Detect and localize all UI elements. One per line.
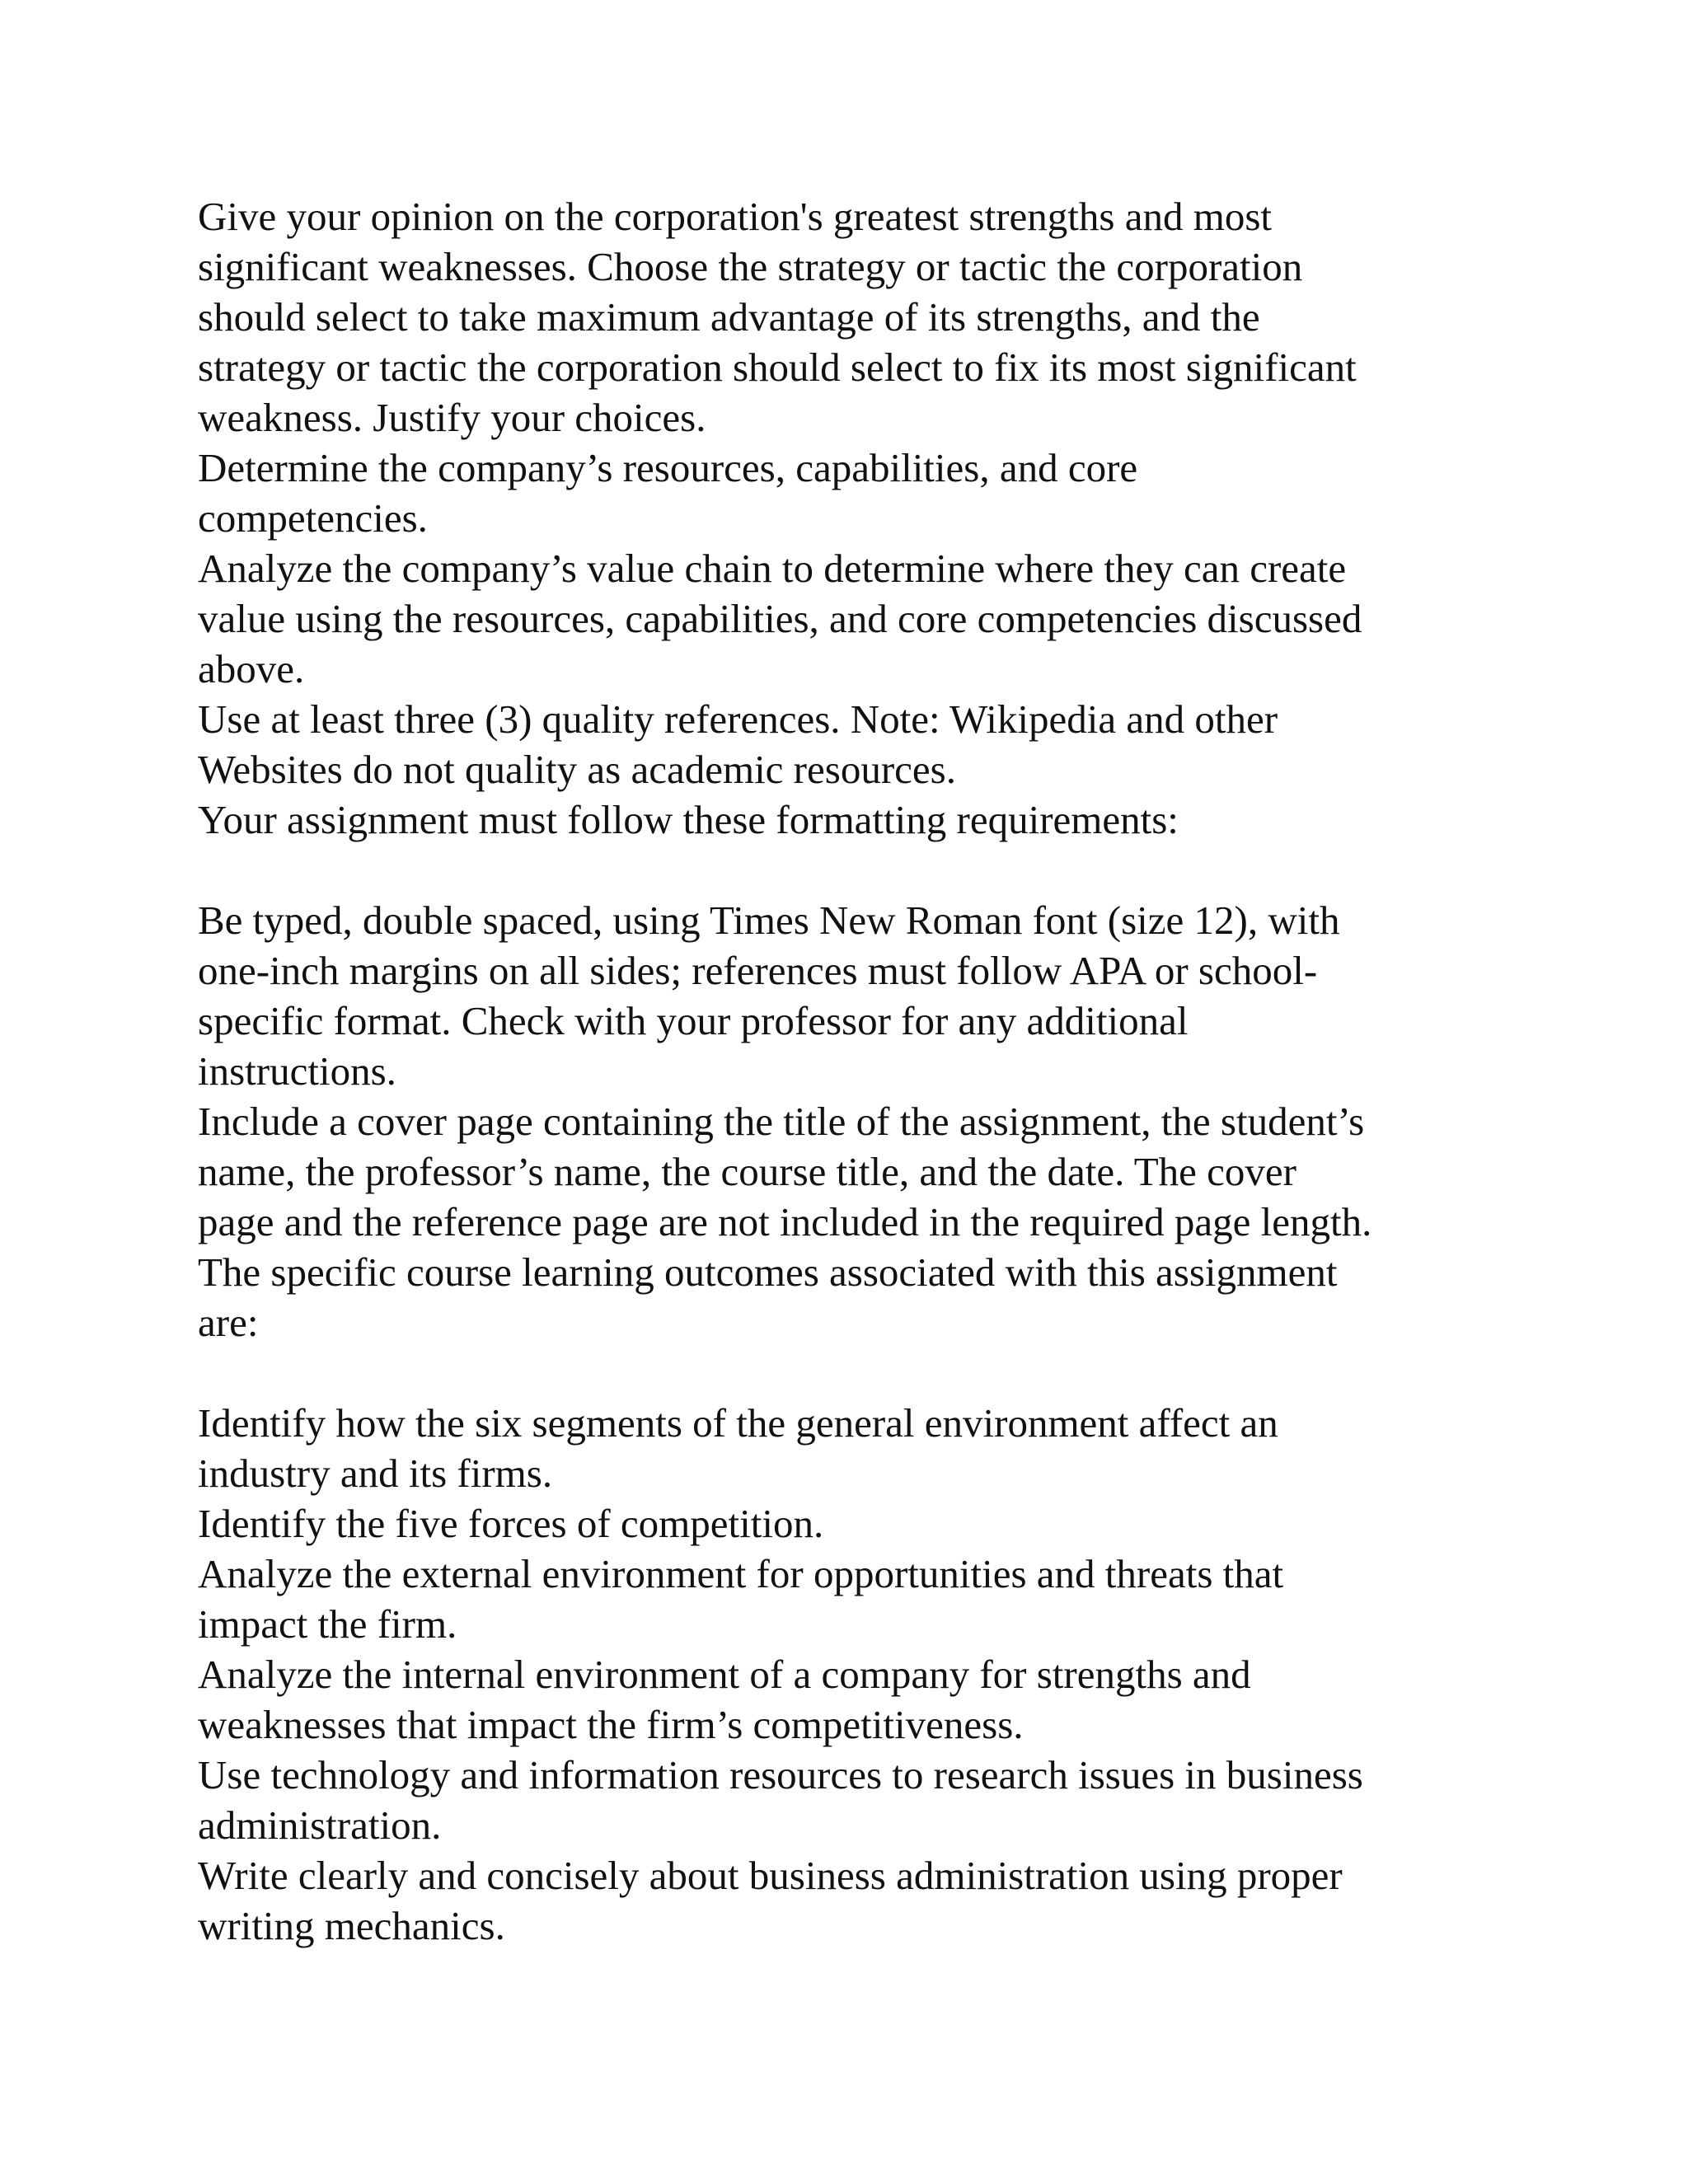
paragraph-formatting-intro — [198, 794, 1517, 845]
text-line: industry and its firms. — [198, 1451, 553, 1496]
paragraph-cover-page — [198, 1096, 1517, 1247]
blank-line — [198, 1347, 1517, 1398]
text-line: specific format. Check with your professor for any additional — [198, 998, 1189, 1043]
outcome-general-environment — [198, 1398, 1517, 1498]
text-line: Your assignment must follow these formatting requirements: — [198, 797, 1179, 842]
text-line: competencies. — [198, 495, 428, 541]
text-line: strategy or tactic the corporation should select to fix its most significant — [198, 344, 1357, 390]
text-line: Be typed, double spaced, using Times New Roman font (size 12), with — [198, 898, 1340, 943]
text-line: Include a cover page containing the title of the assignment, the student’s — [198, 1099, 1365, 1144]
blank-line — [198, 845, 1517, 895]
text-line: Use technology and information resources to research issues in business — [198, 1752, 1363, 1797]
outcome-five-forces — [198, 1498, 1517, 1549]
text-line: page and the reference page are not included in the required page length. — [198, 1199, 1372, 1244]
paragraph-strengths-weaknesses — [198, 191, 1517, 443]
text-line: Analyze the external environment for opportunities and threats that — [198, 1551, 1284, 1596]
text-line: Give your opinion on the corporation's greatest strengths and most — [198, 194, 1272, 239]
text-line: one-inch margins on all sides; references must follow APA or school- — [198, 948, 1318, 993]
text-line: Identify how the six segments of the general environment affect an — [198, 1400, 1278, 1446]
text-line: Websites do not quality as academic resources. — [198, 747, 956, 792]
paragraph-learning-outcomes-intro — [198, 1247, 1517, 1347]
text-line: significant weaknesses. Choose the strategy or tactic the corporation — [198, 244, 1303, 289]
text-line: above. — [198, 646, 305, 691]
paragraph-value-chain — [198, 543, 1517, 694]
text-line: impact the firm. — [198, 1601, 457, 1647]
outcome-internal-environment — [198, 1649, 1517, 1750]
outcome-external-environment — [198, 1549, 1517, 1649]
text-line: are: — [198, 1300, 259, 1345]
paragraph-typing-requirements — [198, 895, 1517, 1096]
text-line: instructions. — [198, 1048, 396, 1094]
text-line: weaknesses that impact the firm’s competitiveness. — [198, 1702, 1024, 1747]
outcome-technology — [198, 1750, 1517, 1850]
outcome-writing — [198, 1850, 1517, 1951]
document-body — [198, 191, 1517, 1951]
text-line: writing mechanics. — [198, 1903, 505, 1948]
text-line: should select to take maximum advantage of its strengths, and the — [198, 294, 1260, 340]
text-line: weakness. Justify your choices. — [198, 395, 706, 440]
text-line: administration. — [198, 1802, 442, 1848]
text-line: Identify the five forces of competition. — [198, 1501, 824, 1546]
paragraph-references — [198, 694, 1517, 794]
text-line: Use at least three (3) quality references. Note: Wikipedia and other — [198, 696, 1278, 742]
text-line: Analyze the company’s value chain to determine where they can create — [198, 546, 1347, 591]
text-line: Analyze the internal environment of a company for strengths and — [198, 1652, 1251, 1697]
text-line: value using the resources, capabilities, and core competencies discussed — [198, 596, 1362, 641]
text-line: name, the professor’s name, the course title, and the date. The cover — [198, 1149, 1296, 1194]
text-line: Determine the company’s resources, capabilities, and core — [198, 445, 1138, 490]
paragraph-resources — [198, 443, 1517, 543]
text-line: Write clearly and concisely about business administration using proper — [198, 1853, 1343, 1898]
text-line: The specific course learning outcomes associated with this assignment — [198, 1249, 1338, 1295]
